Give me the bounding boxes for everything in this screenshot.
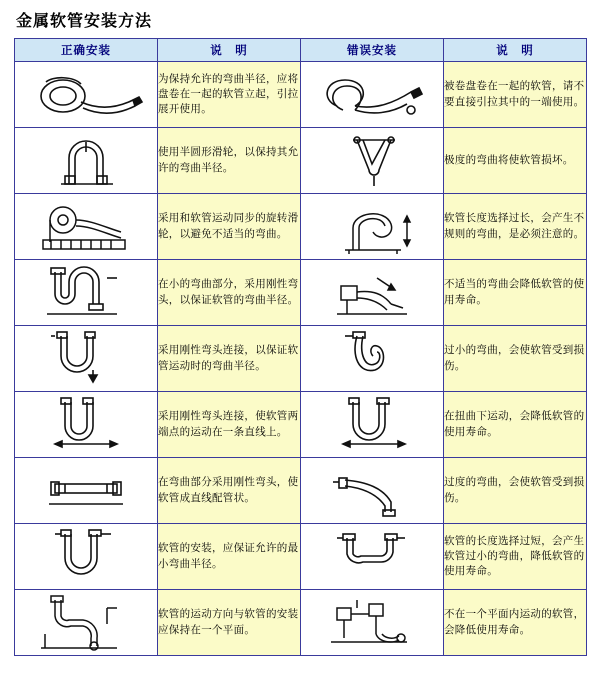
- description-text: 极度的弯曲将使软管损坏。: [444, 128, 587, 194]
- too-small-bend-icon: [301, 326, 444, 392]
- description-text: 过小的弯曲，会使软管受到损伤。: [444, 326, 587, 392]
- description-text: 被卷盘卷在一起的软管，请不要直接引拉其中的一端使用。: [444, 62, 587, 128]
- table-row: [15, 62, 587, 128]
- page-title: 金属软管安装方法: [16, 11, 153, 30]
- sharp-bend-pulley-icon: [301, 128, 444, 194]
- header-wrong-install: 错误安装: [301, 39, 444, 62]
- description-text: 软管的安装，应保证允许的最小弯曲半径。: [158, 524, 301, 590]
- description-text: 软管的运动方向与软管的安装应保持在一个平面。: [158, 590, 301, 656]
- excessive-bend-icon: [301, 458, 444, 524]
- description-text: 软管长度选择过长，会产生不规则的弯曲，是必须注意的。: [444, 194, 587, 260]
- description-text: 采用刚性弯头连接，以保证软管运动时的弯曲半径。: [158, 326, 301, 392]
- semicircle-sheave-icon: [15, 128, 158, 194]
- overlong-hose-loop-icon: [301, 194, 444, 260]
- description-text: 在弯曲部分采用刚性弯头，使软管成直线配管状。: [158, 458, 301, 524]
- description-text: 为保持允许的弯曲半径，应将盘卷在一起的软管立起，引拉展开使用。: [158, 62, 301, 128]
- table-row: [15, 590, 587, 656]
- table-header-row: [15, 39, 587, 62]
- table-row: [15, 524, 587, 590]
- header-wrong-desc: 说 明: [444, 39, 587, 62]
- rotating-sheave-chain-icon: [15, 194, 158, 260]
- rigid-bend-small-radius-icon: [15, 260, 158, 326]
- rigid-elbow-motion-icon: [15, 326, 158, 392]
- coiled-hose-flat-icon: [15, 62, 158, 128]
- table-row: [15, 458, 587, 524]
- same-plane-motion-icon: [15, 590, 158, 656]
- table-row: [15, 392, 587, 458]
- twisting-hose-icon: [301, 392, 444, 458]
- description-text: 不在一个平面内运动的软管，会降低使用寿命。: [444, 590, 587, 656]
- hose-installation-table: [14, 38, 587, 656]
- table-row: [15, 326, 587, 392]
- description-text: 不适当的弯曲会降低软管的使用寿命。: [444, 260, 587, 326]
- min-bend-radius-u-icon: [15, 524, 158, 590]
- description-text: 采用和软管运动同步的旋转滑轮，以避免不适当的弯曲。: [158, 194, 301, 260]
- table-row: [15, 260, 587, 326]
- description-text: 采用刚性弯头连接，使软管两端点的运动在一条直线上。: [158, 392, 301, 458]
- description-text: 过度的弯曲，会使软管受到损伤。: [444, 458, 587, 524]
- straight-line-elbow-icon: [15, 392, 158, 458]
- header-correct-desc: 说 明: [158, 39, 301, 62]
- out-of-plane-motion-icon: [301, 590, 444, 656]
- description-text: 在小的弯曲部分，采用刚性弯头，以保证软管的弯曲半径。: [158, 260, 301, 326]
- table-row: [15, 128, 587, 194]
- table-row: [15, 194, 587, 260]
- description-text: 使用半圆形滑轮，以保持其允许的弯曲半径。: [158, 128, 301, 194]
- header-correct-install: 正确安装: [15, 39, 158, 62]
- too-long-small-bend-icon: [301, 524, 444, 590]
- description-text: 在扭曲下运动，会降低软管的使用寿命。: [444, 392, 587, 458]
- improper-bend-icon: [301, 260, 444, 326]
- straight-piping-elbow-icon: [15, 458, 158, 524]
- coiled-hose-pulled-icon: [301, 62, 444, 128]
- description-text: 软管的长度选择过短，会产生软管过小的弯曲，降低软管的使用寿命。: [444, 524, 587, 590]
